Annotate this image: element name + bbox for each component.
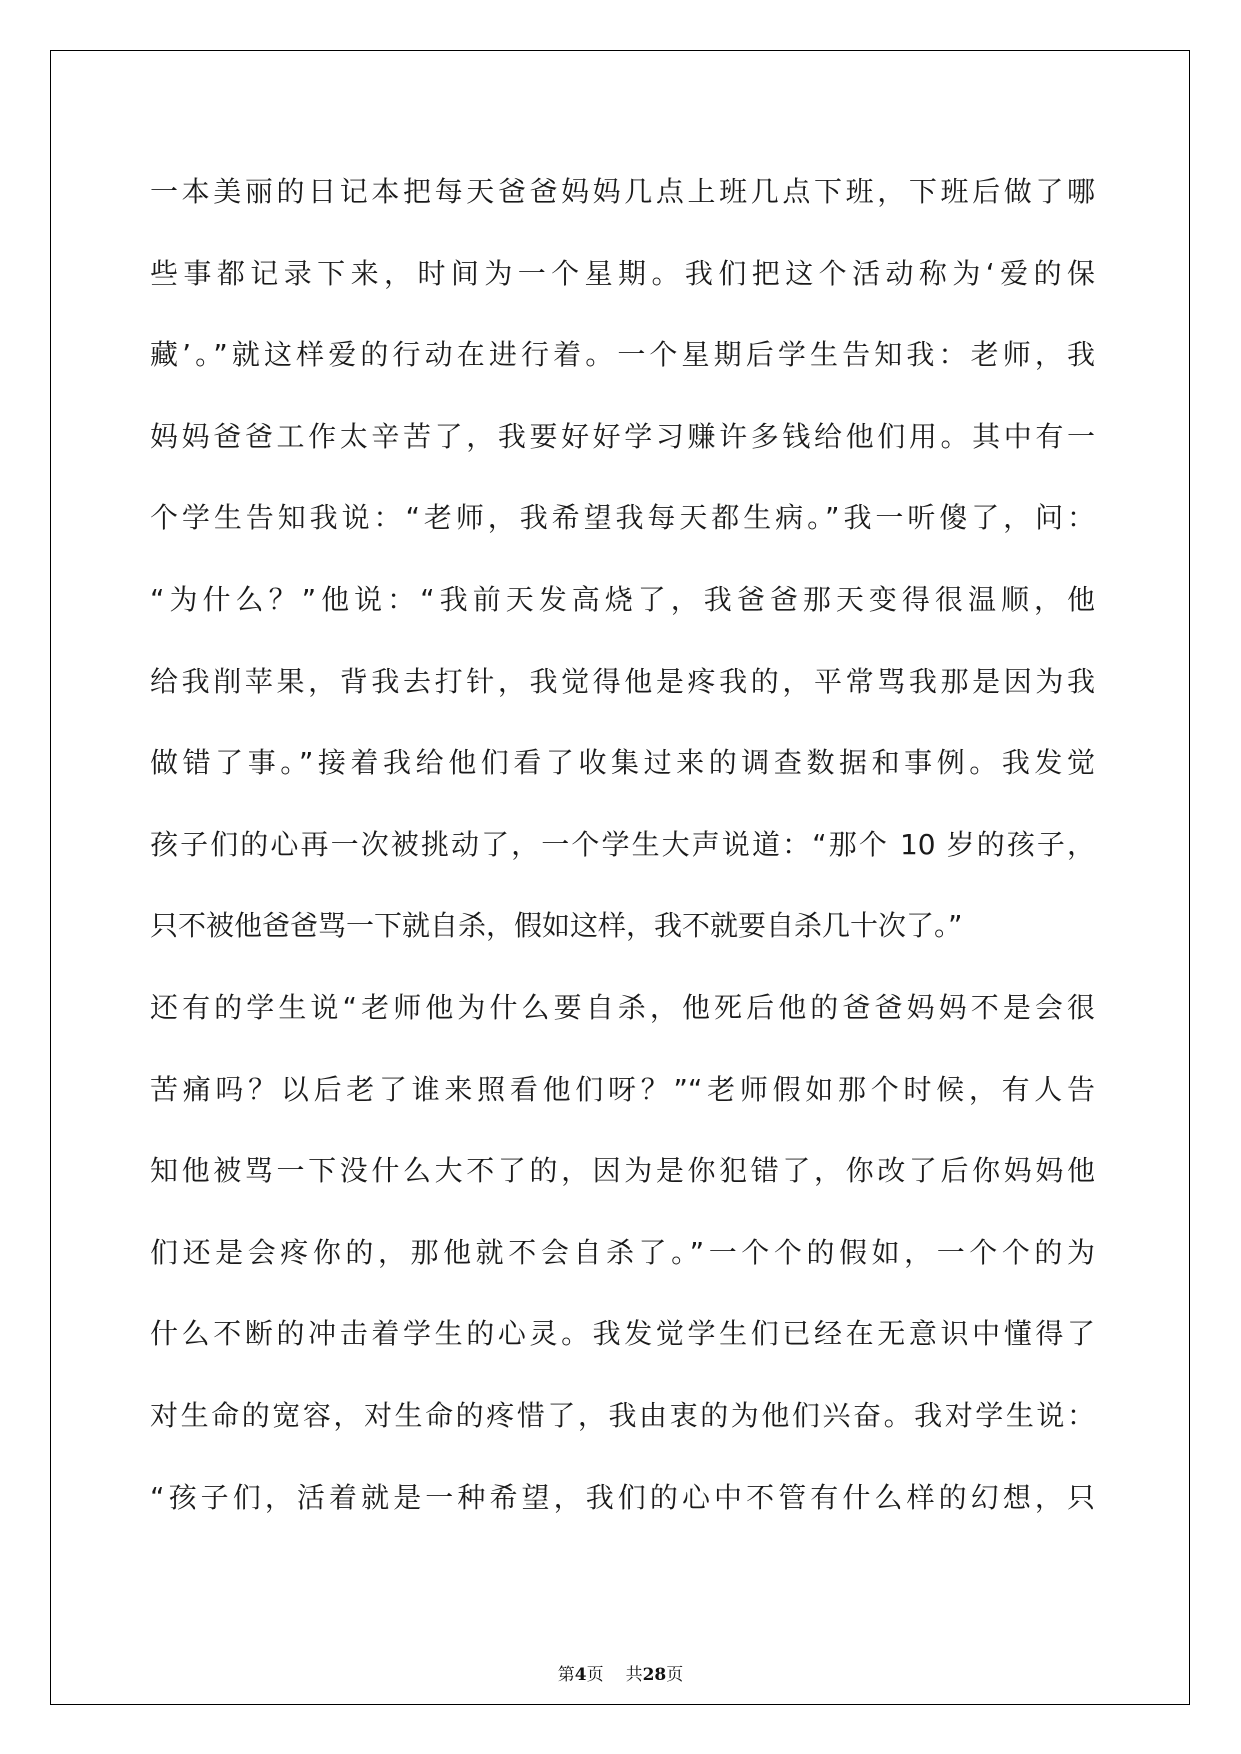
document-body [150,162,1095,1549]
body-line: 做错了事。”接着我给他们看了收集过来的调查数据和事例。我发觉 [150,746,1095,780]
footer-prefix: 第 [557,1665,575,1685]
body-line: “为什么？”他说：“我前天发高烧了，我爸爸那天变得很温顺，他 [150,582,1095,616]
footer-page-suffix: 页 [586,1665,604,1685]
page-footer [0,1660,1241,1685]
body-line: 苦痛吗？以后老了谁来照看他们呀？”“老师假如那个时候，有人告 [150,1072,1095,1106]
footer-total-suffix: 页 [666,1665,684,1685]
body-line: 孩子们的心再一次被挑动了，一个学生大声说道：“那个 10 岁的孩子， [150,827,1095,861]
body-line: 还有的学生说“老师他为什么要自杀，他死后他的爸爸妈妈不是会很 [150,990,1095,1024]
body-line: 藏’。”就这样爱的行动在进行着。一个星期后学生告知我：老师，我 [150,338,1095,372]
body-line: 一本美丽的日记本把每天爸爸妈妈几点上班几点下班，下班后做了哪 [150,175,1095,208]
body-line: 们还是会疼你的，那他就不会自杀了。”一个个的假如，一个个的为 [150,1235,1095,1269]
body-line: 对生命的宽容，对生命的疼惜了，我由衷的为他们兴奋。我对学生说： [150,1398,1095,1432]
body-line: 给我削苹果，背我去打针，我觉得他是疼我的，平常骂我那是因为我 [150,664,1095,698]
body-line: 些事都记录下来，时间为一个星期。我们把这个活动称为‘爱的保 [150,256,1095,290]
body-line: 知他被骂一下没什么大不了的，因为是你犯错了，你改了后你妈妈他 [150,1154,1095,1188]
body-line: “孩子们，活着就是一种希望，我们的心中不管有什么样的幻想，只 [150,1480,1095,1514]
body-line: 什么不断的冲击着学生的心灵。我发觉学生们已经在无意识中懂得了 [150,1317,1095,1351]
body-line: 只不被他爸爸骂一下就自杀，假如这样，我不就要自杀几十次了。” [150,909,963,943]
footer-total-prefix: 共 [625,1665,643,1685]
total-pages: 28 [642,1665,667,1685]
body-line: 妈妈爸爸工作太辛苦了，我要好好学习赚许多钱给他们用。其中有一 [150,419,1095,453]
body-line: 个学生告知我说：“老师，我希望我每天都生病。”我一听傻了，问： [150,501,1095,535]
page-number: 4 [574,1665,587,1685]
